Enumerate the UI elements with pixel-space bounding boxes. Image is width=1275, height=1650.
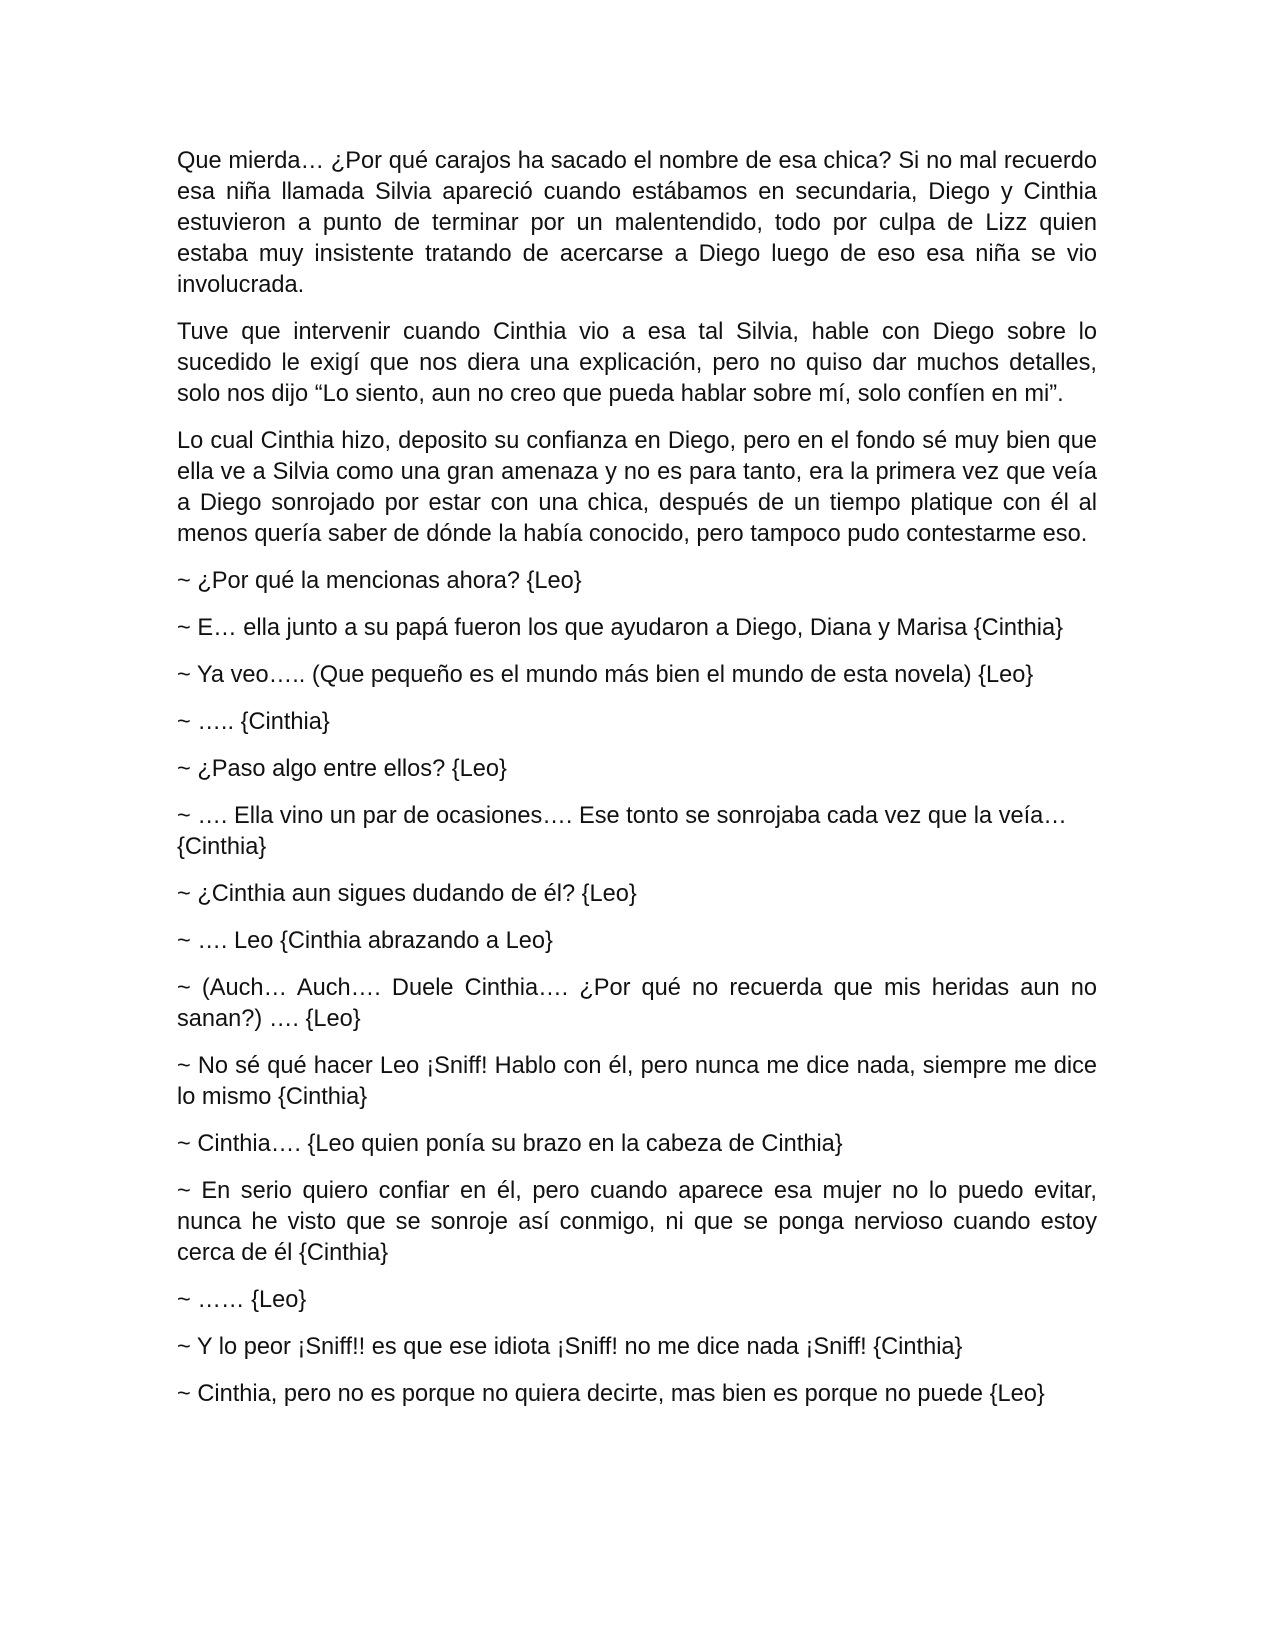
dialogue-line: ~ …. Leo {Cinthia abrazando a Leo} <box>177 928 553 954</box>
narrative-paragraph: Lo cual Cinthia hizo, deposito su confianza en Diego, pero en el fondo sé muy bien que ella ve a Silvia como una gran amenaza y no es para tanto, era la primera vez que veía a Diego sonrojado por estar con una chica, después de un tiempo platique con él al menos quería saber de dónde la había conocido, pero tampoco pudo contestarme eso. <box>177 428 1097 547</box>
dialogue-line: ~ …… {Leo} <box>177 1287 307 1313</box>
dialogue-line: ~ Y lo peor ¡Sniff!! es que ese idiota ¡Sniff! no me dice nada ¡Sniff! {Cinthia} <box>177 1334 963 1360</box>
dialogue-line: ~ ….. {Cinthia} <box>177 709 330 735</box>
dialogue-line: ~ En serio quiero confiar en él, pero cuando aparece esa mujer no lo puedo evitar, nunca he visto que se sonroje así conmigo, ni que se ponga nervioso cuando estoy cerca de él {Cinthia} <box>177 1178 1097 1266</box>
dialogue-line: ~ Ya veo….. (Que pequeño es el mundo más bien el mundo de esta novela) {Leo} <box>177 662 1034 688</box>
narrative-paragraph: Tuve que intervenir cuando Cinthia vio a esa tal Silvia, hable con Diego sobre lo sucedido le exigí que nos diera una explicación, pero no quiso dar muchos detalles, solo nos dijo “Lo siento, aun no creo que pueda hablar sobre mí, solo confíen en mi”. <box>177 319 1097 407</box>
dialogue-line: ~ ¿Cinthia aun sigues dudando de él? {Leo} <box>177 881 637 907</box>
document-page <box>177 146 1097 1426</box>
dialogue-line: ~ E… ella junto a su papá fueron los que ayudaron a Diego, Diana y Marisa {Cinthia} <box>177 615 1063 641</box>
dialogue-line: ~ ¿Por qué la mencionas ahora? {Leo} <box>177 568 582 594</box>
dialogue-line: ~ Cinthia…. {Leo quien ponía su brazo en la cabeza de Cinthia} <box>177 1131 843 1157</box>
dialogue-line: ~ Cinthia, pero no es porque no quiera decirte, mas bien es porque no puede {Leo} <box>177 1381 1045 1407</box>
narrative-paragraph: Que mierda… ¿Por qué carajos ha sacado el nombre de esa chica? Si no mal recuerdo esa niña llamada Silvia apareció cuando estábamos en secundaria, Diego y Cinthia estuvieron a punto de terminar por un malentendido, todo por culpa de Lizz quien estaba muy insistente tratando de acercarse a Diego luego de eso esa niña se vio involucrada. <box>177 148 1097 298</box>
dialogue-line: ~ No sé qué hacer Leo ¡Sniff! Hablo con él, pero nunca me dice nada, siempre me dice lo mismo {Cinthia} <box>177 1053 1097 1110</box>
dialogue-line: ~ ¿Paso algo entre ellos? {Leo} <box>177 756 507 782</box>
dialogue-line: ~ …. Ella vino un par de ocasiones…. Ese tonto se sonrojaba cada vez que la veía… {Cinthia} <box>177 803 1067 860</box>
dialogue-line: ~ (Auch… Auch…. Duele Cinthia…. ¿Por qué no recuerda que mis heridas aun no sanan?) …. {Leo} <box>177 975 1097 1032</box>
